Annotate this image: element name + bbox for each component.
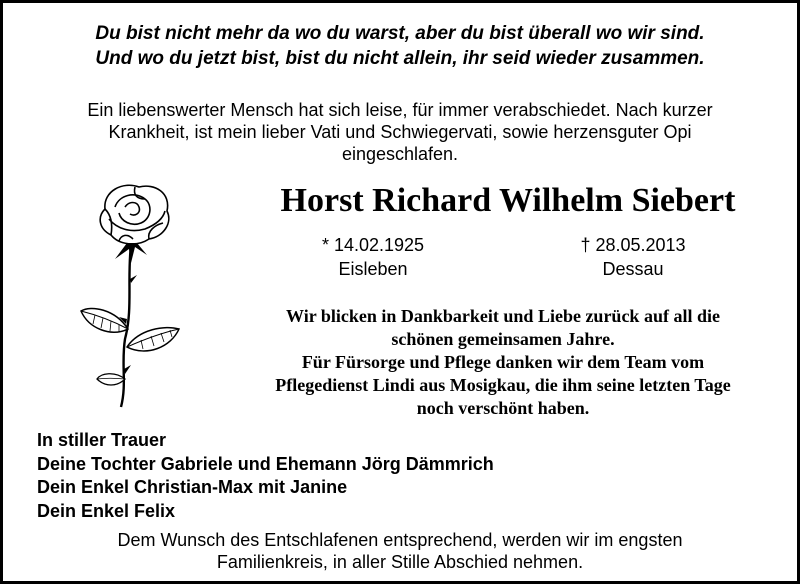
intro-text [3,99,797,165]
birth-info [293,233,453,281]
thanks-text [233,305,773,420]
quote-line: Du bist nicht mehr da wo du warst, aber du bist überall wo wir sind. [95,23,705,44]
thanks-line: schönen gemeinsamen Jahre. [391,329,615,349]
birth-place: Eisleben [338,259,408,279]
quote-line: Und wo du jetzt bist, bist du nicht allein, ihr seid wieder zusammen. [95,48,705,69]
rose-icon [75,179,185,409]
intro-line: Krankheit, ist mein lieber Vati und Schwiegervati, sowie herzensguter Opi [108,122,692,142]
thanks-line: noch verschönt haben. [416,398,590,418]
deceased-name: Horst Richard Wilhelm Siebert [280,182,736,219]
mourners-heading: In stiller Trauer [37,430,167,450]
mourner-entry: Dein Enkel Felix [37,500,176,521]
closing-line: Dem Wunsch des Entschlafenen entsprechend, werden wir im engsten [117,530,683,550]
closing-text [3,529,797,573]
intro-line: eingeschlafen. [341,144,459,164]
death-info [553,233,713,281]
mourner-entry: Deine Tochter Gabriele und Ehemann Jörg Dämmrich [37,453,494,474]
closing-line: Familienkreis, in aller Stille Abschied nehmen. [216,552,584,572]
death-date: † 28.05.2013 [580,235,686,255]
birth-date: * 14.02.1925 [321,235,425,255]
mourners-list [37,429,737,523]
memorial-quote [3,21,797,71]
thanks-line: Pflegedienst Lindi aus Mosigkau, die ihm seine letzten Tage [275,375,731,395]
life-dates [253,233,753,285]
death-place: Dessau [602,259,664,279]
mourner-entry: Dein Enkel Christian-Max mit Janine [37,477,348,497]
intro-line: Ein liebenswerter Mensch hat sich leise, für immer verabschiedet. Nach kurzer [87,100,713,120]
thanks-line: Für Fürsorge und Pflege danken wir dem Team vom [301,352,705,372]
thanks-line: Wir blicken in Dankbarkeit und Liebe zurück auf all die [286,306,720,326]
